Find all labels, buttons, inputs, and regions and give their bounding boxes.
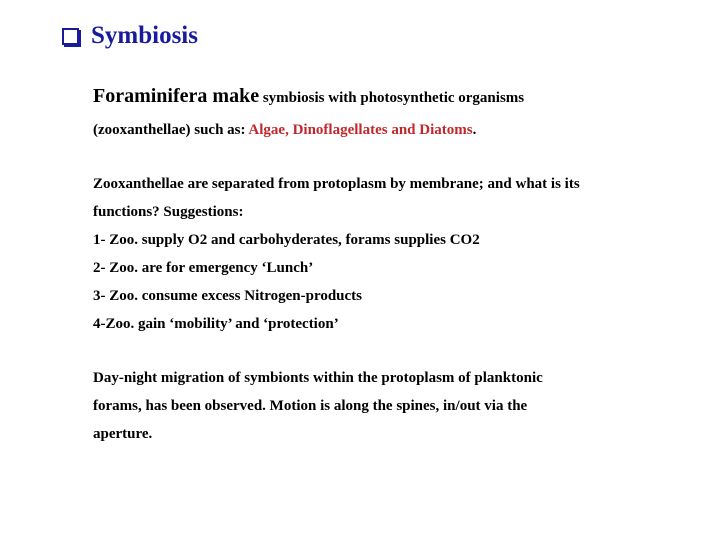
square-bullet-icon [62, 28, 79, 45]
para2-line: 2- Zoo. are for emergency ‘Lunch’ [93, 260, 314, 276]
para2-line: Zooxanthellae are separated from protoplasm by membrane; and what is its [93, 176, 580, 192]
slide-title-row [62, 20, 198, 52]
para1-highlight: Algae, Dinoflagellates and Diatoms [248, 122, 473, 138]
para1-lead: Foraminifera make [93, 85, 260, 107]
para1-line2-end: . [472, 122, 477, 138]
paragraph-gap [93, 338, 693, 364]
para3-line: forams, has been observed. Motion is along the spines, in/out via the [93, 398, 528, 414]
para2-line: 4-Zoo. gain ‘mobility’ and ‘protection’ [93, 316, 339, 332]
paragraph-gap [93, 144, 693, 170]
para1-line2-start: (zooxanthellae) such as: [93, 122, 249, 138]
para2-line: functions? Suggestions: [93, 204, 244, 220]
para3-line: aperture. [93, 426, 153, 442]
para1-line2 [93, 116, 693, 144]
para2-line: 3- Zoo. consume excess Nitrogen-products [93, 288, 363, 304]
slide-title: Symbiosis [91, 22, 198, 49]
para2-line: 1- Zoo. supply O2 and carbohyderates, forams supplies CO2 [93, 232, 480, 248]
para1-line1 [93, 82, 693, 110]
para1-line1-rest: symbiosis with photosynthetic organisms [259, 90, 525, 106]
para3-line: Day-night migration of symbionts within the protoplasm of planktonic [93, 370, 543, 386]
slide-body [93, 82, 693, 448]
